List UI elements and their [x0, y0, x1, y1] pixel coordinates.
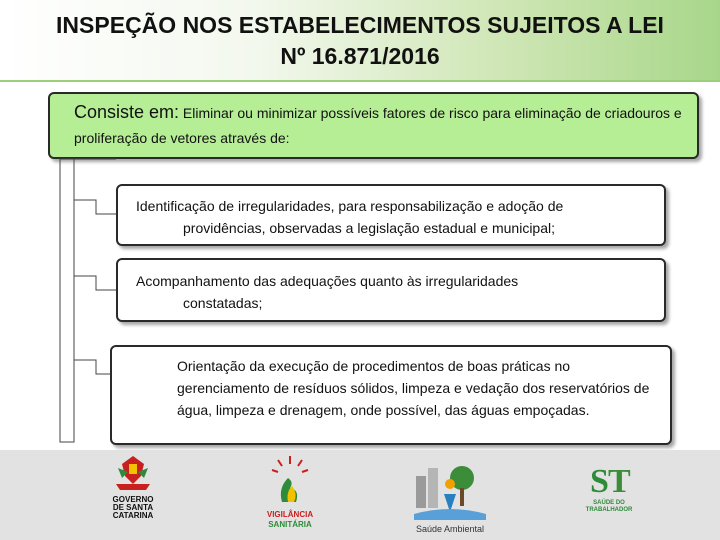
connector-spine	[60, 159, 74, 442]
svg-text:S: S	[590, 463, 609, 498]
worker-health-icon	[584, 458, 634, 498]
connector-branch-2	[74, 276, 116, 290]
santa-catarina-text: GOVERNO DE SANTA CATARINA	[112, 495, 154, 520]
item-text-3: Orientação da execução de procedimentos de boas práticas no gerenciamento de resíduos sólidos, limpeza e vedação dos reservatórios de água, limpeza e drenagem, onde possível, das águas empoçadas.	[177, 358, 650, 418]
vigilancia-text: VIGILÂNCIA SANITÁRIA	[266, 510, 314, 529]
saude-ambiental-logo	[410, 454, 490, 538]
item-2-line-1: Acompanhamento das adequações quanto às irregularidades	[136, 273, 519, 289]
item-1-line-1: Identificação de irregularidades, para responsabilização e adoção de	[136, 198, 564, 214]
item-card-2	[116, 258, 666, 322]
connector-branch-3	[74, 360, 110, 374]
item-card-3	[110, 345, 672, 445]
item-text-2	[136, 270, 646, 314]
intro-lead: Consiste em:	[74, 102, 180, 122]
intro-description: Eliminar ou minimizar possíveis fatores de risco para eliminação de criadouros e proliferação de vetores através de:	[74, 105, 682, 146]
item-card-1	[116, 184, 666, 246]
saude-ambiental-text: Saúde Ambiental	[415, 524, 485, 534]
footer-logos	[0, 450, 720, 540]
title-line-1: INSPEÇÃO NOS ESTABELECIMENTOS SUJEITOS A LEI	[56, 12, 664, 38]
saude-trabalhador-logo	[584, 458, 634, 538]
sanitary-surveillance-icon	[262, 452, 318, 508]
item-2-line-2: constatadas;	[183, 295, 263, 311]
title-line-2: Nº 16.871/2016	[280, 43, 440, 69]
connector-branch-1	[74, 200, 116, 214]
item-text-1	[136, 195, 646, 239]
environmental-health-icon	[410, 454, 490, 522]
svg-text:T: T	[608, 463, 631, 498]
santa-catarina-logo	[108, 454, 158, 538]
state-crest-icon	[108, 454, 158, 494]
item-1-line-2: providências, observadas a legislação estadual e municipal;	[183, 220, 555, 236]
saude-trabalhador-text: SAÚDE DO TRABALHADOR	[585, 500, 633, 513]
vigilancia-sanitaria-logo	[262, 452, 318, 538]
